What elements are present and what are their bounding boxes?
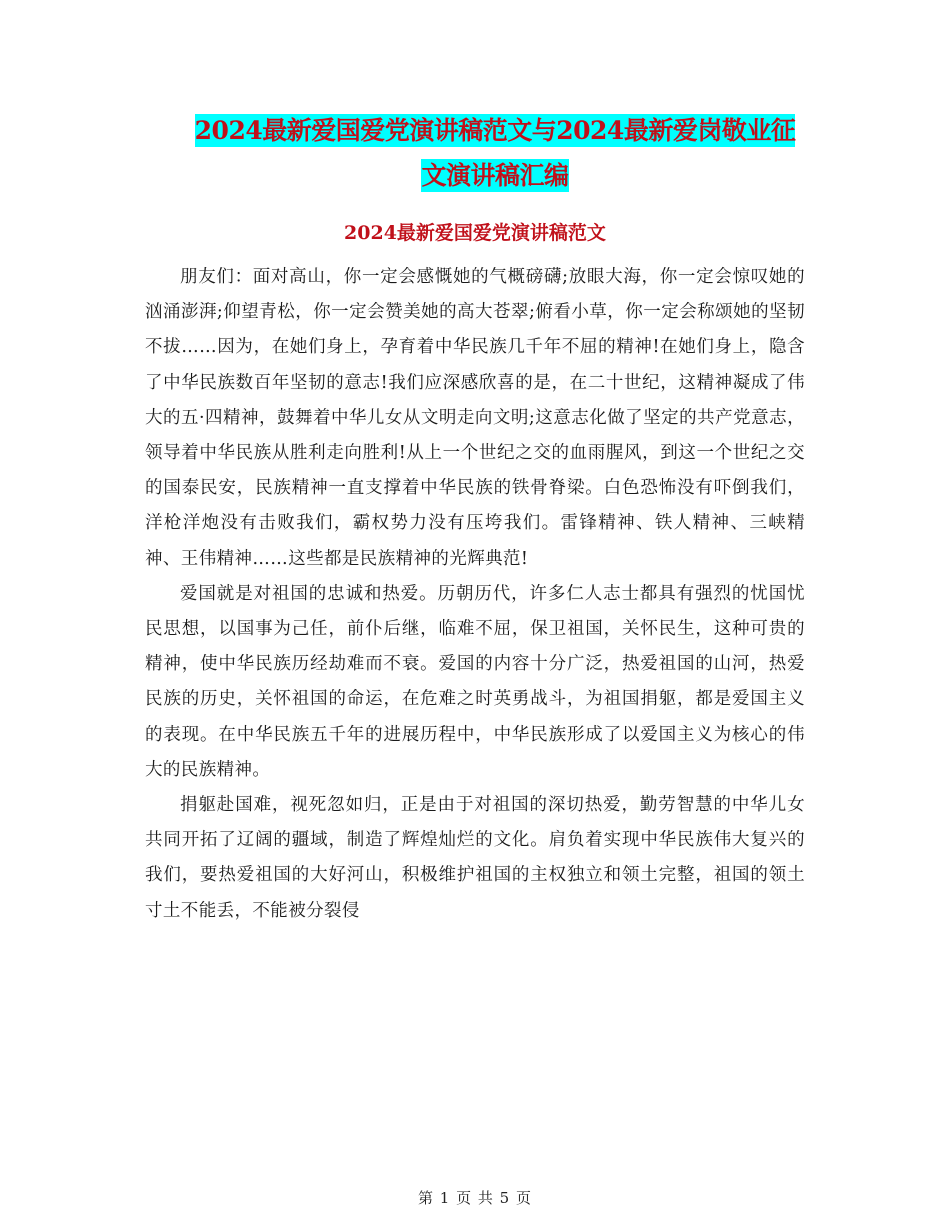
paragraph-1: 朋友们：面对高山，你一定会感慨她的气概磅礴;放眼大海，你一定会惊叹她的汹涌澎湃;仰望青松，你一定会赞美她的高大苍翠;俯看小草，你一定会称颂她的坚韧不拔……因为，在她们身上，孕育着中华民族几千年不屈的精神!在她们身上，隐含了中华民族数百年坚韧的意志!我们应深感欣喜的是，在二十世纪，这精神凝成了伟大的五·四精神，鼓舞着中华儿女从文明走向文明;这意志化做了坚定的共产党意志，领导着中华民族从胜利走向胜利!从上一个世纪之交的血雨腥风，到这一个世纪之交的国泰民安，民族精神一直支撑着中华民族的铁骨脊梁。白色恐怖没有吓倒我们，洋枪洋炮没有击败我们，霸权势力没有压垮我们。雷锋精神、铁人精神、三峡精神、王伟精神……这些都是民族精神的光辉典范! [145, 267, 805, 569]
paragraph-3: 捐躯赴国难，视死忽如归，正是由于对祖国的深切热爱，勤劳智慧的中华儿女共同开拓了辽阔的疆域，制造了辉煌灿烂的文化。肩负着实现中华民族伟大复兴的我们，要热爱祖国的大好河山，积极维护祖国的主权独立和领土完整，祖国的领土寸土不能丢，不能被分裂侵 [145, 795, 805, 921]
document-body [145, 260, 805, 929]
paragraph-2: 爱国就是对祖国的忠诚和热爱。历朝历代，许多仁人志士都具有强烈的忧国忧民思想，以国事为己任，前仆后继，临难不屈，保卫祖国，关怀民生，这种可贵的精神，使中华民族历经劫难而不衰。爱国的内容十分广泛，热爱祖国的山河，热爱民族的历史，关怀祖国的命运，在危难之时英勇战斗，为祖国捐躯，都是爱国主义的表现。在中华民族五千年的进展历程中，中华民族形成了以爱国主义为核心的伟大的民族精神。 [145, 583, 805, 780]
title-line-1: 2024最新爱国爱党演讲稿范文与2024最新爱岗敬业征 [194, 116, 796, 145]
title-line-2: 文演讲稿汇编 [421, 161, 569, 190]
page-footer: 第 1 页 共 5 页 [418, 1189, 532, 1207]
section-title: 2024最新爱国爱党演讲稿范文 [344, 222, 606, 244]
document-title [140, 108, 850, 198]
